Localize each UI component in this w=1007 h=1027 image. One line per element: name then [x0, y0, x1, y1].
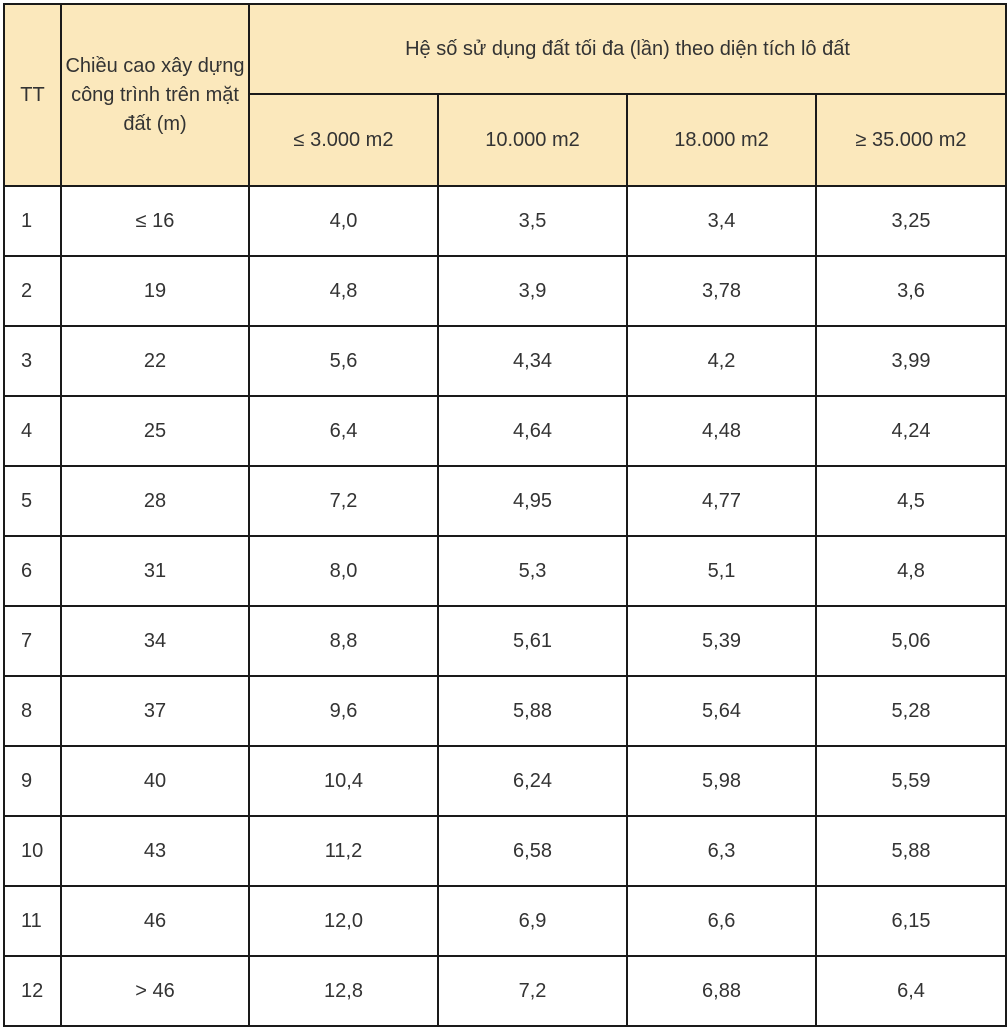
cell-area-35000: 4,24 [816, 396, 1006, 466]
cell-tt: 12 [4, 956, 61, 1026]
table-row [4, 396, 1006, 466]
cell-area-3000: 8,0 [249, 536, 438, 606]
cell-tt: 1 [4, 186, 61, 256]
cell-area-3000: 5,6 [249, 326, 438, 396]
header-area-35000: ≥ 35.000 m2 [816, 94, 1006, 186]
cell-area-35000: 5,59 [816, 746, 1006, 816]
cell-area-35000: 6,4 [816, 956, 1006, 1026]
cell-area-3000: 7,2 [249, 466, 438, 536]
cell-area-35000: 5,28 [816, 676, 1006, 746]
far-table [3, 3, 1007, 1027]
cell-area-18000: 4,48 [627, 396, 816, 466]
cell-tt: 10 [4, 816, 61, 886]
header-tt: TT [4, 4, 61, 186]
table-row [4, 746, 1006, 816]
table-header [4, 4, 1006, 186]
cell-tt: 9 [4, 746, 61, 816]
header-building-height: Chiều cao xây dựng công trình trên mặt đất (m) [61, 4, 249, 186]
cell-area-35000: 3,99 [816, 326, 1006, 396]
cell-area-18000: 3,78 [627, 256, 816, 326]
table-row [4, 676, 1006, 746]
cell-height: 37 [61, 676, 249, 746]
cell-area-35000: 3,25 [816, 186, 1006, 256]
cell-area-35000: 5,88 [816, 816, 1006, 886]
table-row [4, 606, 1006, 676]
header-area-3000: ≤ 3.000 m2 [249, 94, 438, 186]
cell-area-3000: 11,2 [249, 816, 438, 886]
table-row [4, 536, 1006, 606]
cell-area-3000: 4,0 [249, 186, 438, 256]
cell-area-35000: 3,6 [816, 256, 1006, 326]
cell-area-35000: 5,06 [816, 606, 1006, 676]
cell-tt: 3 [4, 326, 61, 396]
cell-area-10000: 3,5 [438, 186, 627, 256]
cell-area-3000: 6,4 [249, 396, 438, 466]
cell-tt: 6 [4, 536, 61, 606]
table-row [4, 466, 1006, 536]
cell-area-18000: 5,64 [627, 676, 816, 746]
cell-tt: 4 [4, 396, 61, 466]
cell-area-3000: 4,8 [249, 256, 438, 326]
cell-height: ≤ 16 [61, 186, 249, 256]
cell-height: 28 [61, 466, 249, 536]
cell-height: 19 [61, 256, 249, 326]
header-area-18000: 18.000 m2 [627, 94, 816, 186]
cell-area-18000: 5,1 [627, 536, 816, 606]
cell-area-10000: 5,88 [438, 676, 627, 746]
cell-area-10000: 3,9 [438, 256, 627, 326]
cell-height: 34 [61, 606, 249, 676]
cell-tt: 7 [4, 606, 61, 676]
header-area-10000: 10.000 m2 [438, 94, 627, 186]
cell-height: > 46 [61, 956, 249, 1026]
cell-tt: 5 [4, 466, 61, 536]
cell-area-18000: 5,98 [627, 746, 816, 816]
cell-area-35000: 6,15 [816, 886, 1006, 956]
cell-area-10000: 7,2 [438, 956, 627, 1026]
table-row [4, 956, 1006, 1026]
cell-area-18000: 4,2 [627, 326, 816, 396]
cell-height: 22 [61, 326, 249, 396]
table-row [4, 326, 1006, 396]
cell-height: 40 [61, 746, 249, 816]
cell-area-3000: 8,8 [249, 606, 438, 676]
cell-area-18000: 6,3 [627, 816, 816, 886]
cell-area-10000: 6,24 [438, 746, 627, 816]
cell-area-10000: 6,58 [438, 816, 627, 886]
cell-area-18000: 4,77 [627, 466, 816, 536]
cell-tt: 11 [4, 886, 61, 956]
cell-area-10000: 4,95 [438, 466, 627, 536]
cell-area-10000: 4,64 [438, 396, 627, 466]
cell-height: 46 [61, 886, 249, 956]
cell-area-18000: 3,4 [627, 186, 816, 256]
cell-height: 43 [61, 816, 249, 886]
table-row [4, 256, 1006, 326]
cell-area-3000: 9,6 [249, 676, 438, 746]
cell-area-3000: 10,4 [249, 746, 438, 816]
cell-area-10000: 6,9 [438, 886, 627, 956]
table-row [4, 186, 1006, 256]
cell-height: 25 [61, 396, 249, 466]
cell-area-18000: 6,88 [627, 956, 816, 1026]
cell-area-10000: 5,61 [438, 606, 627, 676]
table-body [4, 186, 1006, 1026]
cell-tt: 2 [4, 256, 61, 326]
cell-area-35000: 4,5 [816, 466, 1006, 536]
cell-area-10000: 5,3 [438, 536, 627, 606]
cell-area-18000: 5,39 [627, 606, 816, 676]
cell-area-18000: 6,6 [627, 886, 816, 956]
table-row [4, 816, 1006, 886]
cell-area-35000: 4,8 [816, 536, 1006, 606]
cell-tt: 8 [4, 676, 61, 746]
cell-area-3000: 12,0 [249, 886, 438, 956]
cell-height: 31 [61, 536, 249, 606]
header-land-use-coefficient: Hệ số sử dụng đất tối đa (lần) theo diện tích lô đất [249, 4, 1006, 94]
table-row [4, 886, 1006, 956]
table-bottom-edge [3, 1020, 1007, 1024]
cell-area-10000: 4,34 [438, 326, 627, 396]
cell-area-3000: 12,8 [249, 956, 438, 1026]
